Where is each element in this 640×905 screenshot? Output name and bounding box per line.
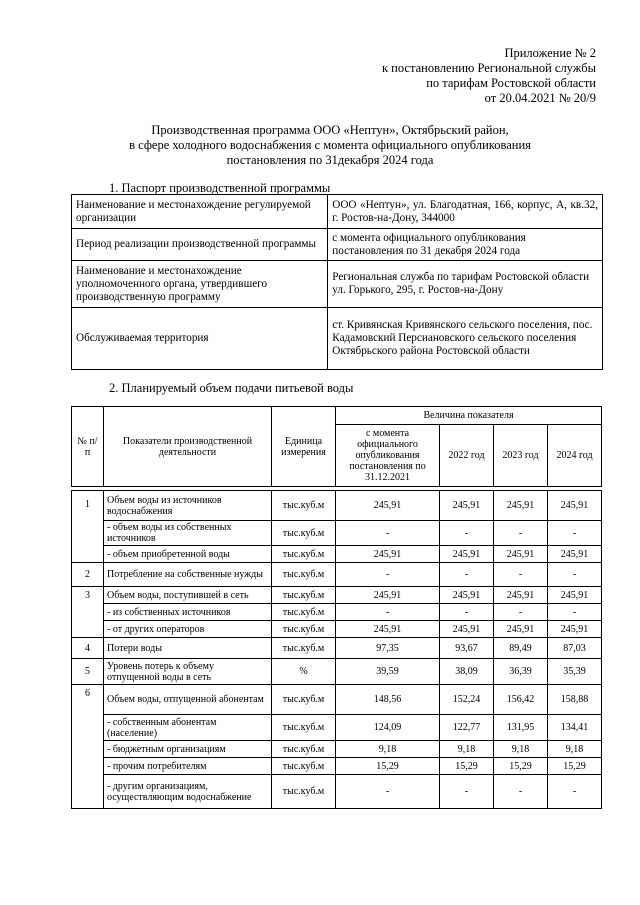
row-unit: тыс.куб.м xyxy=(272,546,336,563)
row-value-2023: 156,42 xyxy=(494,685,548,715)
authority-address: ул. Горького, 295, г. Ростов-на-Дону xyxy=(332,284,504,296)
table-row xyxy=(72,229,603,261)
row-unit: тыс.куб.м xyxy=(272,563,336,587)
row-unit: тыс.куб.м xyxy=(272,491,336,521)
row-value-period: - xyxy=(336,604,440,621)
row-indicator: Объем воды, поступившей в сеть xyxy=(104,587,272,604)
row-unit: тыс.куб.м xyxy=(272,715,336,741)
row-value-period: 245,91 xyxy=(336,621,440,638)
col-header-num: № п/п xyxy=(72,407,104,487)
col-header-group: Величина показателя xyxy=(336,407,602,425)
row-indicator: - из собственных источников xyxy=(104,604,272,621)
row-value-period: 124,09 xyxy=(336,715,440,741)
table-row xyxy=(72,261,603,308)
row-value-2022: 245,91 xyxy=(440,546,494,563)
passport-value: с момента официального опубликования постановления по 31 декабря 2024 года xyxy=(328,229,603,261)
col-header-2023: 2023 год xyxy=(494,425,548,487)
row-value-2024: 35,39 xyxy=(548,659,602,685)
section-heading-passport: 1. Паспорт производственной программы xyxy=(109,181,331,195)
row-value-2024: 15,29 xyxy=(548,758,602,775)
row-value-period: 39,59 xyxy=(336,659,440,685)
row-num: 4 xyxy=(72,638,104,659)
row-value-2022: 9,18 xyxy=(440,741,494,758)
table-row xyxy=(72,546,602,563)
passport-label: Период реализации производственной программы xyxy=(72,229,328,261)
row-indicator: Уровень потерь к объему отпущенной воды в сеть xyxy=(104,659,272,685)
appendix-date: от 20.04.2021 № 20/9 xyxy=(484,91,596,105)
row-value-2024: 134,41 xyxy=(548,715,602,741)
row-value-2024: 245,91 xyxy=(548,546,602,563)
row-value-2022: 93,67 xyxy=(440,638,494,659)
row-unit: тыс.куб.м xyxy=(272,741,336,758)
table-row xyxy=(72,521,602,546)
row-value-2023: 89,49 xyxy=(494,638,548,659)
row-indicator: - бюджетным организациям xyxy=(104,741,272,758)
row-indicator: - объем приобретенной воды xyxy=(104,546,272,563)
row-unit: тыс.куб.м xyxy=(272,604,336,621)
row-value-2024: 245,91 xyxy=(548,587,602,604)
row-value-period: - xyxy=(336,521,440,546)
row-value-2023: 245,91 xyxy=(494,546,548,563)
appendix-ref-line: по тарифам Ростовской области xyxy=(426,76,596,90)
row-unit: тыс.куб.м xyxy=(272,775,336,809)
passport-value: ООО «Нептун», ул. Благодатная, 166, корпус, А, кв.32, г. Ростов-на-Дону, 344000 xyxy=(328,195,603,229)
title-line: в сфере холодного водоснабжения с момента официального опубликования xyxy=(129,138,531,152)
row-value-2022: - xyxy=(440,563,494,587)
appendix-ref-line: к постановлению Региональной службы xyxy=(381,61,596,75)
row-unit: тыс.куб.м xyxy=(272,521,336,546)
row-indicator: - прочим потребителям xyxy=(104,758,272,775)
header-row xyxy=(72,407,602,425)
row-value-period: 9,18 xyxy=(336,741,440,758)
table-row xyxy=(72,758,602,775)
row-indicator: - от других операторов xyxy=(104,621,272,638)
row-num: 5 xyxy=(72,659,104,685)
row-value-2024: - xyxy=(548,563,602,587)
row-value-2024: - xyxy=(548,521,602,546)
appendix-number: Приложение № 2 xyxy=(504,46,596,60)
row-value-2022: 245,91 xyxy=(440,587,494,604)
row-value-2024: 87,03 xyxy=(548,638,602,659)
col-header-indicator: Показатели производственной деятельности xyxy=(104,407,272,487)
row-value-2023: 245,91 xyxy=(494,621,548,638)
appendix-header xyxy=(382,46,596,106)
table-row xyxy=(72,741,602,758)
passport-value: ст. Кривянская Кривянского сельского поселения, пос. Кадамовский Персиановского сельского поселения Октябрьского района Ростовской области xyxy=(328,308,603,370)
title-line: постановления по 31декабря 2024 года xyxy=(226,153,434,167)
col-header-2022: 2022 год xyxy=(440,425,494,487)
water-volume-table xyxy=(71,406,602,809)
row-value-period: 245,91 xyxy=(336,491,440,521)
row-indicator: Потери воды xyxy=(104,638,272,659)
passport-table xyxy=(71,194,603,370)
row-value-2024: 245,91 xyxy=(548,491,602,521)
row-value-2023: 15,29 xyxy=(494,758,548,775)
row-value-period: 245,91 xyxy=(336,546,440,563)
row-value-2023: 131,95 xyxy=(494,715,548,741)
col-header-2024: 2024 год xyxy=(548,425,602,487)
row-value-2022: 152,24 xyxy=(440,685,494,715)
table-row xyxy=(72,685,602,715)
table-row xyxy=(72,775,602,809)
row-value-2024: 158,88 xyxy=(548,685,602,715)
row-value-period: - xyxy=(336,563,440,587)
row-unit: тыс.куб.м xyxy=(272,638,336,659)
row-num: 3 xyxy=(72,587,104,638)
title-line: Производственная программа ООО «Нептун», Октябрьский район, xyxy=(151,123,509,137)
row-value-2023: 245,91 xyxy=(494,587,548,604)
row-value-2023: - xyxy=(494,563,548,587)
row-value-2022: - xyxy=(440,604,494,621)
row-value-2022: 38,09 xyxy=(440,659,494,685)
row-value-2022: 15,29 xyxy=(440,758,494,775)
passport-value xyxy=(328,261,603,308)
row-value-2023: 36,39 xyxy=(494,659,548,685)
row-value-2023: 9,18 xyxy=(494,741,548,758)
row-value-2023: - xyxy=(494,775,548,809)
table-row xyxy=(72,195,603,229)
col-header-period: с момента официального опубликования постановления по 31.12.2021 xyxy=(336,425,440,487)
row-indicator: - другим организациям, осуществляющим водоснабжение xyxy=(104,775,272,809)
row-value-2022: 245,91 xyxy=(440,621,494,638)
row-num: 1 xyxy=(72,491,104,563)
row-value-2023: - xyxy=(494,604,548,621)
row-value-2024: - xyxy=(548,604,602,621)
table-row xyxy=(72,604,602,621)
row-unit: тыс.куб.м xyxy=(272,587,336,604)
row-value-2022: - xyxy=(440,775,494,809)
table-row xyxy=(72,491,602,521)
row-indicator: - объем воды из собственных источников xyxy=(104,521,272,546)
row-indicator: Объем воды из источников водоснабжения xyxy=(104,491,272,521)
section-heading-volume: 2. Планируемый объем подачи питьевой воды xyxy=(109,381,354,395)
row-unit: тыс.куб.м xyxy=(272,685,336,715)
row-value-2022: - xyxy=(440,521,494,546)
row-value-2022: 245,91 xyxy=(440,491,494,521)
row-value-2024: 9,18 xyxy=(548,741,602,758)
row-value-period: 15,29 xyxy=(336,758,440,775)
passport-label: Наименование и местонахождение регулируемой организации xyxy=(72,195,328,229)
row-value-period: 148,56 xyxy=(336,685,440,715)
row-value-period: - xyxy=(336,775,440,809)
row-value-2024: - xyxy=(548,775,602,809)
table-row xyxy=(72,715,602,741)
table-row xyxy=(72,621,602,638)
table-row xyxy=(72,563,602,587)
row-value-2022: 122,77 xyxy=(440,715,494,741)
row-value-2023: - xyxy=(494,521,548,546)
row-unit: % xyxy=(272,659,336,685)
passport-label: Наименование и местонахождение уполномоченного органа, утвердившего производственную программу xyxy=(72,261,328,308)
authority-name: Региональная служба по тарифам Ростовской области xyxy=(332,271,590,283)
table-row xyxy=(72,587,602,604)
row-indicator: Объем воды, отпущенной абонентам xyxy=(104,685,272,715)
col-header-unit: Единица измерения xyxy=(272,407,336,487)
table-row xyxy=(72,308,603,370)
passport-label: Обслуживаемая территория xyxy=(72,308,328,370)
table-row xyxy=(72,659,602,685)
table-row xyxy=(72,638,602,659)
row-num: 6 xyxy=(72,685,104,809)
row-num: 2 xyxy=(72,563,104,587)
row-value-2023: 245,91 xyxy=(494,491,548,521)
row-indicator: - собственным абонентам (население) xyxy=(104,715,272,741)
document-title xyxy=(60,123,600,168)
row-value-period: 97,35 xyxy=(336,638,440,659)
row-value-period: 245,91 xyxy=(336,587,440,604)
row-value-2024: 245,91 xyxy=(548,621,602,638)
row-unit: тыс.куб.м xyxy=(272,621,336,638)
row-unit: тыс.куб.м xyxy=(272,758,336,775)
row-indicator: Потребление на собственные нужды xyxy=(104,563,272,587)
